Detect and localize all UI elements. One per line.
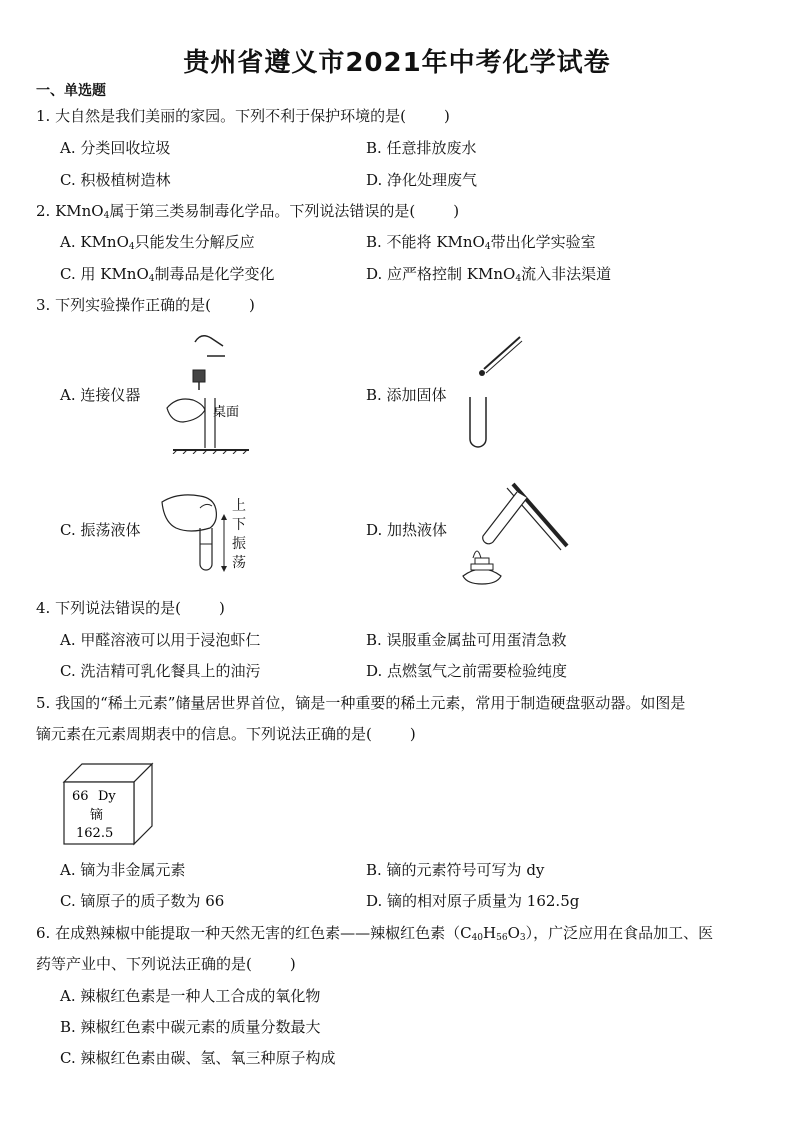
q3-option-d: D. 加热液体 [366, 521, 448, 539]
dysprosium-element-box [60, 760, 156, 846]
q5-option-a: A. 镝为非金属元素 [60, 861, 186, 879]
section-heading: 一、单选题 [36, 83, 106, 99]
q4-option-a: A. 甲醛溶液可以用于浸泡虾仁 [60, 631, 261, 649]
q1-option-a: A. 分类回收垃圾 [60, 139, 171, 157]
q2-option-d: D. 应严格控制 KMnO$_4$流入非法渠道 [366, 265, 612, 284]
heat-liquid-figure [455, 478, 575, 588]
q4-option-b: B. 误服重金属盐可用蛋清急救 [366, 631, 567, 649]
q3-option-c: C. 振荡液体 [60, 521, 141, 539]
element-symbol: Dy [98, 789, 116, 804]
question-6-stem-line1: 6. 在成熟辣椒中能提取一种天然无害的红色素——辣椒红色素$(C_{40}H_{56}O_3)$，广泛应用在食品加工、医 [36, 924, 714, 943]
q5-option-c: C. 镝原子的质子数为 66 [60, 892, 225, 910]
q6-option-c: C. 辣椒红色素由碳、氢、氧三种原子构成 [60, 1049, 336, 1067]
add-solid-figure [462, 335, 532, 455]
q4-option-c: C. 洗洁精可乳化餐具上的油污 [60, 662, 261, 680]
q1-option-c: C. 积极植树造林 [60, 171, 171, 189]
question-5-stem-line2: 镝元素在元素周期表中的信息。下列说法正确的是( ) [36, 725, 416, 743]
question-6-stem-line2: 药等产业中、下列说法正确的是( ) [36, 955, 296, 973]
atomic-mass: 162.5 [76, 826, 114, 841]
q1-option-d: D. 净化处理废气 [366, 171, 478, 189]
q2-option-c: C. 用 KMnO$_4$制毒品是化学变化 [60, 265, 275, 284]
desk-label: 桌面 [213, 404, 240, 419]
question-3-stem: 3. 下列实验操作正确的是( ) [36, 296, 255, 314]
shake-direction-label: 上 下 振 荡 [232, 497, 246, 570]
atomic-number: 66 [72, 789, 89, 804]
q1-option-b: B. 任意排放废水 [366, 139, 477, 157]
page-title: 贵州省遵义市2021年中考化学试卷 [183, 48, 611, 78]
element-name: 镝 [90, 808, 104, 823]
question-2-stem: 2. KMnO$_4$属于第三类易制毒化学品。下列说法错误的是( ) [36, 202, 460, 221]
question-5-stem-line1: 5. 我国的“稀土元素”储量居世界首位，镝是一种重要的稀土元素，常用于制造硬盘驱动器。如图是 [36, 694, 686, 712]
q5-option-b: B. 镝的元素符号可写为 dy [366, 861, 545, 879]
q2-option-a: A. KMnO$_4$只能发生分解反应 [60, 233, 255, 252]
q4-option-d: D. 点燃氢气之前需要检验纯度 [366, 662, 568, 680]
connect-apparatus-figure [165, 330, 255, 454]
q6-option-a: A. 辣椒红色素是一种人工合成的氧化物 [60, 987, 321, 1005]
q2-option-b: B. 不能将 KMnO$_4$带出化学实验室 [366, 233, 596, 252]
question-1-stem: 1. 大自然是我们美丽的家园。下列不利于保护环境的是( ) [36, 107, 450, 125]
q3-option-b: B. 添加固体 [366, 386, 447, 404]
question-4-stem: 4. 下列说法错误的是( ) [36, 599, 225, 617]
q3-option-a: A. 连接仪器 [60, 386, 141, 404]
q6-option-b: B. 辣椒红色素中碳元素的质量分数最大 [60, 1018, 321, 1036]
q5-option-d: D. 镝的相对原子质量为 162.5g [366, 892, 580, 910]
